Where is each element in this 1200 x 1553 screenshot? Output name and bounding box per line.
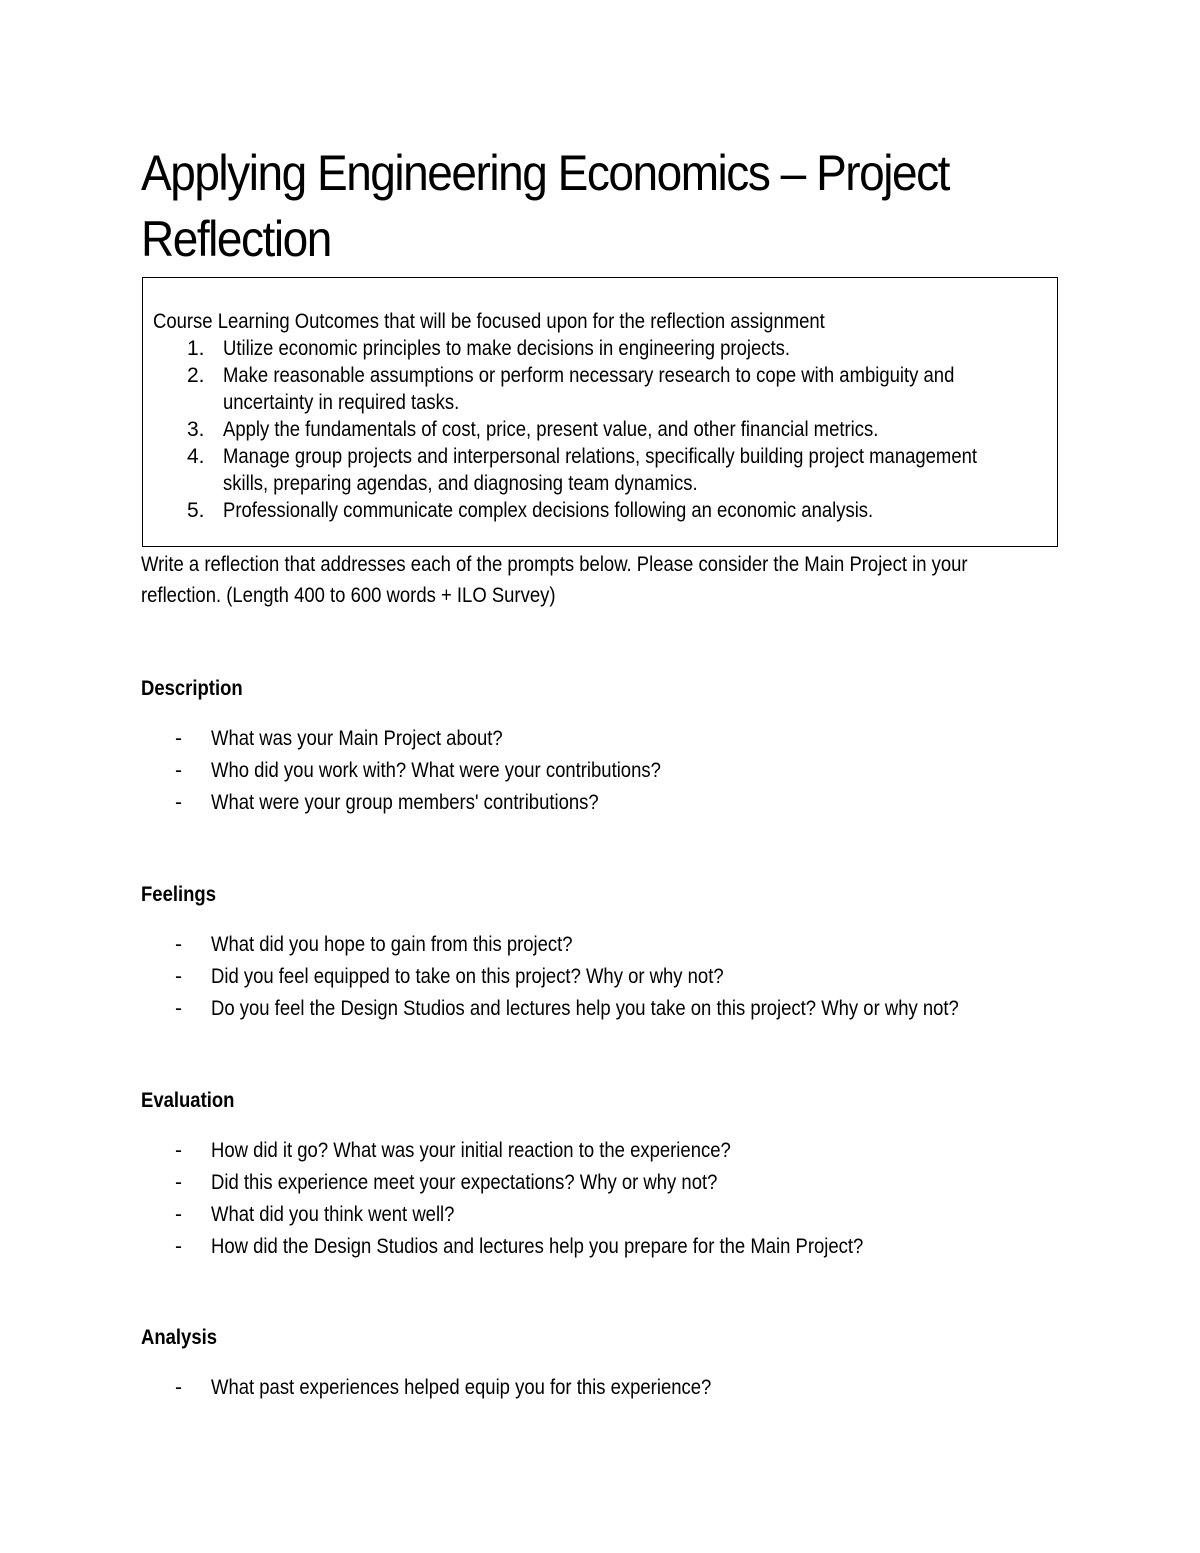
prompt-text: What past experiences helped equip you for this experience? [211, 1376, 712, 1399]
section-feelings [141, 881, 1101, 1025]
outcome-text: Utilize economic principles to make decisions in engineering projects. [223, 337, 791, 360]
bullet-dash: - [175, 1171, 182, 1194]
prompt-item [141, 1231, 1101, 1263]
prompt-text: How did it go? What was your initial reaction to the experience? [211, 1139, 731, 1162]
section-heading: Evaluation [141, 1089, 235, 1112]
prompt-text: What did you think went well? [211, 1203, 455, 1226]
outcomes-heading: Course Learning Outcomes that will be focused upon for the reflection assignment [153, 310, 825, 333]
document-title: Applying Engineering Economics – Project Reflection [141, 145, 949, 267]
prompt-list [141, 723, 1101, 819]
prompt-item [141, 1372, 1101, 1404]
outcome-item [143, 443, 1003, 497]
outcome-text: Manage group projects and interpersonal relations, specifically building project management skills, preparing agendas, and diagnosing team dynamics. [223, 445, 978, 495]
prompt-text: What did you hope to gain from this project? [211, 933, 573, 956]
bullet-dash: - [175, 727, 182, 750]
outcome-item [143, 335, 1003, 362]
outcome-number: 5. [187, 499, 205, 522]
outcome-number: 3. [187, 418, 205, 441]
bullet-dash: - [175, 1139, 182, 1162]
bullet-dash: - [175, 1203, 182, 1226]
section-evaluation [141, 1087, 1101, 1263]
prompt-item [141, 961, 1101, 993]
prompt-text: Did you feel equipped to take on this project? Why or why not? [211, 965, 724, 988]
bullet-dash: - [175, 791, 182, 814]
bullet-dash: - [175, 1235, 182, 1258]
prompt-text: Did this experience meet your expectations? Why or why not? [211, 1171, 718, 1194]
prompt-item [141, 1135, 1101, 1167]
prompt-item [141, 929, 1101, 961]
prompt-item [141, 723, 1101, 755]
outcomes-list [143, 335, 1057, 524]
outcome-item [143, 416, 1003, 443]
section-description [141, 675, 1101, 819]
outcome-number: 2. [187, 364, 205, 387]
bullet-dash: - [175, 759, 182, 782]
prompt-item [141, 1167, 1101, 1199]
bullet-dash: - [175, 997, 182, 1020]
prompt-text: What was your Main Project about? [211, 727, 503, 750]
bullet-dash: - [175, 965, 182, 988]
section-heading: Feelings [141, 883, 216, 906]
bullet-dash: - [175, 1376, 182, 1399]
prompt-item [141, 993, 1101, 1025]
prompt-text: What were your group members' contributions? [211, 791, 599, 814]
outcome-text: Make reasonable assumptions or perform necessary research to cope with ambiguity and uncertainty in required tasks. [223, 364, 955, 414]
outcome-item [143, 497, 1003, 524]
prompt-text: Who did you work with? What were your contributions? [211, 759, 661, 782]
outcome-text: Apply the fundamentals of cost, price, present value, and other financial metrics. [223, 418, 879, 441]
prompt-list [141, 929, 1101, 1025]
outcome-number: 4. [187, 445, 205, 468]
prompt-list [141, 1372, 1101, 1404]
learning-outcomes-box [142, 277, 1058, 547]
section-analysis [141, 1324, 1101, 1404]
section-heading: Description [141, 677, 243, 700]
section-heading: Analysis [141, 1326, 218, 1349]
outcome-item [143, 362, 1003, 416]
prompt-item [141, 1199, 1101, 1231]
prompt-item [141, 755, 1101, 787]
prompt-list [141, 1135, 1101, 1263]
bullet-dash: - [175, 933, 182, 956]
prompt-item [141, 787, 1101, 819]
outcome-number: 1. [187, 337, 205, 360]
outcome-text: Professionally communicate complex decisions following an economic analysis. [223, 499, 874, 522]
prompt-text: How did the Design Studios and lectures help you prepare for the Main Project? [211, 1235, 864, 1258]
intro-paragraph: Write a reflection that addresses each of the prompts below. Please consider the Main Project in your reflection. (Length 400 to 600 words + ILO Survey) [141, 553, 968, 607]
prompt-text: Do you feel the Design Studios and lectures help you take on this project? Why or why not? [211, 997, 959, 1020]
